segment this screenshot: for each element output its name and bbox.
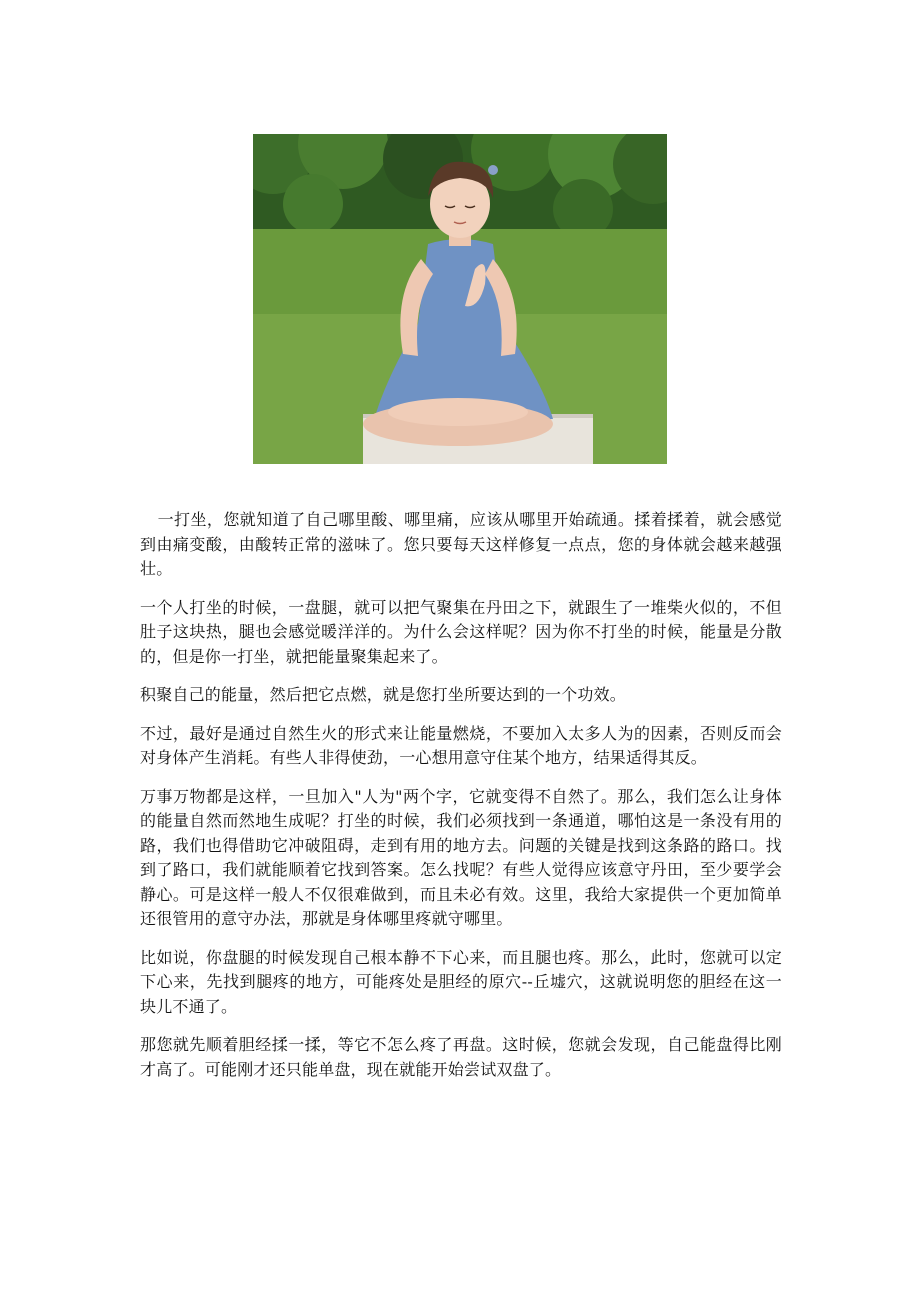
paragraph-6: 比如说，你盘腿的时候发现自己根本静不下心来，而且腿也疼。那么，此时，您就可以定下心来，先找到腿疼的地方，可能疼处是胆经的原穴--丘墟穴，这就说明您的胆经在这一块儿不通了。 [140,947,782,1016]
paragraph-2: 一个人打坐的时候，一盘腿，就可以把气聚集在丹田之下，就跟生了一堆柴火似的，不但肚子这块热，腿也会感觉暖洋洋的。为什么会这样呢？因为你不打坐的时候，能量是分散的，但是你一打坐，就把能量聚集起来了。 [140,597,782,666]
paragraph-1: 一打坐，您就知道了自己哪里酸、哪里痛，应该从哪里开始疏通。揉着揉着，就会感觉到由痛变酸，由酸转正常的滋味了。您只要每天这样修复一点点，您的身体就会越来越强壮。 [140,510,782,578]
paragraph-5: 万事万物都是这样，一旦加入"人为"两个字，它就变得不自然了。那么，我们怎么让身体的能量自然而然地生成呢？打坐的时候，我们必须找到一条通道，哪怕这是一条没有用的路，我们也得借助它冲破阻碍，走到有用的地方去。问题的关键是找到这条路的路口。找到了路口，我们就能顺着它找到答案。怎么找呢？有些人觉得应该意守丹田，至少要学会静心。可是这样一般人不仅很难做到，而且未必有效。这里，我给大家提供一个更加简单还很管用的意守办法，那就是身体哪里疼就守哪里。 [140,786,782,928]
paragraph-3: 积聚自己的能量，然后把它点燃，就是您打坐所要达到的一个功效。 [140,685,627,704]
meditation-photo [253,134,667,464]
paragraph-7: 那您就先顺着胆经揉一揉，等它不怎么疼了再盘。这时候，您就会发现，自己能盘得比刚才高了。可能刚才还只能单盘，现在就能开始尝试双盘了。 [140,1035,782,1079]
article-body [140,508,782,1096]
paragraph-4: 不过，最好是通过自然生火的形式来让能量燃烧，不要加入太多人为的因素，否则反而会对身体产生消耗。有些人非得使劲，一心想用意守住某个地方，结果适得其反。 [140,723,782,767]
child-meditating-illustration [253,134,667,464]
